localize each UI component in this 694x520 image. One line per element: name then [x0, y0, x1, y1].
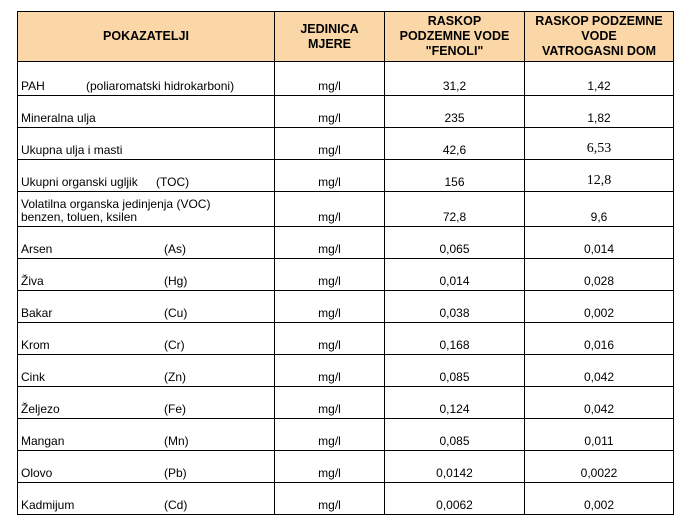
row-value-vatrogasni: 1,82 [525, 96, 674, 128]
table-row [18, 323, 674, 355]
row-name: Krom (Cr) [18, 323, 275, 355]
row-value-fenoli: 0,038 [385, 291, 525, 323]
row-unit: mg/l [275, 355, 385, 387]
row-unit: mg/l [275, 192, 385, 227]
row-value-fenoli: 0,168 [385, 323, 525, 355]
row-name: Olovo (Pb) [18, 451, 275, 483]
row-unit: mg/l [275, 451, 385, 483]
table-row [18, 227, 674, 259]
row-unit: mg/l [275, 291, 385, 323]
row-name: Volatilna organska jedinjenja (VOC) benzen, toluen, ksilen [18, 192, 275, 227]
row-value-vatrogasni: 12,8 [525, 160, 674, 192]
table-row [18, 355, 674, 387]
row-name: Ukupni organski ugljik (TOC) [18, 160, 275, 192]
row-value-vatrogasni: 6,53 [525, 128, 674, 160]
header-jedinica-mjere: JEDINICA MJERE [275, 12, 385, 62]
row-value-vatrogasni: 1,42 [525, 62, 674, 96]
table-row [18, 451, 674, 483]
row-value-fenoli: 42,6 [385, 128, 525, 160]
row-name: PAH (poliaromatski hidrokarboni) [18, 62, 275, 96]
row-name: Kadmijum (Cd) [18, 483, 275, 515]
table-row [18, 160, 674, 192]
header-row [18, 12, 674, 62]
row-value-vatrogasni: 0,002 [525, 291, 674, 323]
row-unit: mg/l [275, 323, 385, 355]
row-value-vatrogasni: 0,016 [525, 323, 674, 355]
row-value-fenoli: 0,085 [385, 355, 525, 387]
row-unit: mg/l [275, 419, 385, 451]
table-row [18, 291, 674, 323]
table-row [18, 419, 674, 451]
row-unit: mg/l [275, 227, 385, 259]
table-row [18, 96, 674, 128]
row-value-fenoli: 0,065 [385, 227, 525, 259]
table-row [18, 128, 674, 160]
row-name: Cink (Zn) [18, 355, 275, 387]
row-value-fenoli: 0,014 [385, 259, 525, 291]
row-value-fenoli: 0,0062 [385, 483, 525, 515]
row-name: Mangan (Mn) [18, 419, 275, 451]
table-row [18, 192, 674, 227]
row-unit: mg/l [275, 62, 385, 96]
row-value-vatrogasni: 0,042 [525, 387, 674, 419]
row-value-fenoli: 0,124 [385, 387, 525, 419]
table-row [18, 387, 674, 419]
row-name: Arsen (As) [18, 227, 275, 259]
row-unit: mg/l [275, 387, 385, 419]
row-name: Mineralna ulja [18, 96, 275, 128]
row-unit: mg/l [275, 259, 385, 291]
header-pokazatelji: POKAZATELJI [18, 12, 275, 62]
row-name: Ukupna ulja i masti [18, 128, 275, 160]
row-value-fenoli: 72,8 [385, 192, 525, 227]
row-value-fenoli: 156 [385, 160, 525, 192]
header-raskop-fenoli: RASKOP PODZEMNE VODE "FENOLI" [385, 12, 525, 62]
row-value-fenoli: 0,0142 [385, 451, 525, 483]
row-unit: mg/l [275, 128, 385, 160]
row-value-vatrogasni: 0,028 [525, 259, 674, 291]
row-name: Željezo (Fe) [18, 387, 275, 419]
table-row [18, 483, 674, 515]
header-raskop-vatrogasni-dom: RASKOP PODZEMNE VODE VATROGASNI DOM [525, 12, 674, 62]
row-value-vatrogasni: 0,011 [525, 419, 674, 451]
row-name: Živa (Hg) [18, 259, 275, 291]
row-value-vatrogasni: 9,6 [525, 192, 674, 227]
row-value-vatrogasni: 0,042 [525, 355, 674, 387]
row-name: Bakar (Cu) [18, 291, 275, 323]
row-value-vatrogasni: 0,002 [525, 483, 674, 515]
data-table-container [17, 11, 674, 515]
table-row [18, 259, 674, 291]
row-unit: mg/l [275, 96, 385, 128]
row-value-fenoli: 235 [385, 96, 525, 128]
row-unit: mg/l [275, 483, 385, 515]
row-value-vatrogasni: 0,014 [525, 227, 674, 259]
row-value-vatrogasni: 0,0022 [525, 451, 674, 483]
table-row [18, 62, 674, 96]
row-value-fenoli: 0,085 [385, 419, 525, 451]
row-value-fenoli: 31,2 [385, 62, 525, 96]
water-quality-table [17, 11, 674, 515]
row-unit: mg/l [275, 160, 385, 192]
